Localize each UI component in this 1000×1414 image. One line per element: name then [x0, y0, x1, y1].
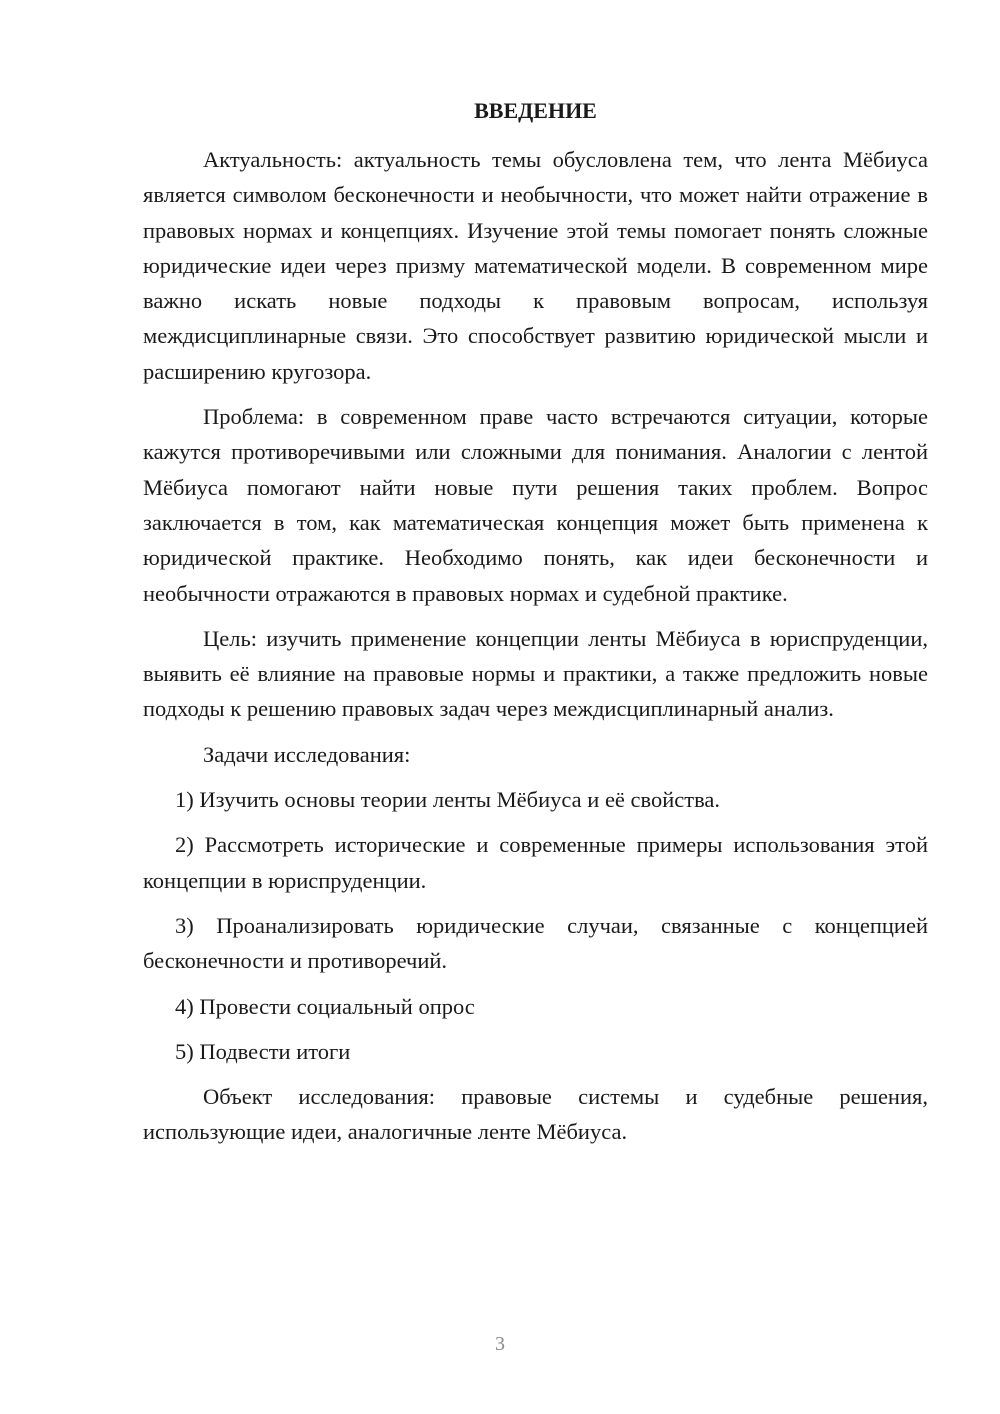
task-item-1: 1) Изучить основы теории ленты Мёбиуса и её свойства.: [175, 787, 721, 813]
paragraph-tasks-heading: Задачи исследования:: [203, 741, 411, 767]
task-item-3: 3) Проанализировать юридические случаи, связанные с концепцией бесконечности и противоречий.: [143, 912, 928, 974]
paragraph-problem: Проблема: в современном праве часто встречаются ситуации, которые кажутся противоречивыми или сложными для понимания. Аналогии с лентой Мёбиуса помогают найти новые пути решения таких проблем. Вопрос заключается в том, как математическая концепция может быть применена к юридической практике. Необходимо понять, как идеи бесконечности и необычности отражаются в правовых нормах и судебной практике.: [143, 404, 928, 606]
page-number: 3: [495, 1333, 505, 1355]
paragraph-object: Объект исследования: правовые системы и судебные решения, использующие идеи, аналогичные ленте Мёбиуса.: [143, 1084, 928, 1145]
task-item-2: 2) Рассмотреть исторические и современные примеры использования этой концепции в юриспруденции.: [143, 832, 928, 893]
paragraph-relevance: Актуальность: актуальность темы обусловлена тем, что лента Мёбиуса является символом бесконечности и необычности, что может найти отражение в правовых нормах и концепциях. Изучение этой темы помогает понять сложные юридические идеи через призму математической модели. В современном мире важно искать новые подходы к правовым вопросам, используя междисциплинарные связи. Это способствует развитию юридической мысли и расширению кругозора.: [143, 147, 928, 384]
task-item-5: 5) Подвести итоги: [175, 1038, 351, 1064]
page-title: ВВЕДЕНИЕ: [474, 98, 597, 123]
document-body: [143, 142, 928, 1160]
paragraph-goal: Цель: изучить применение концепции ленты Мёбиуса в юриспруденции, выявить её влияние на правовые нормы и практики, а также предложить новые подходы к решению правовых задач через междисциплинарный анализ.: [143, 625, 928, 722]
task-item-4: 4) Провести социальный опрос: [175, 993, 475, 1019]
